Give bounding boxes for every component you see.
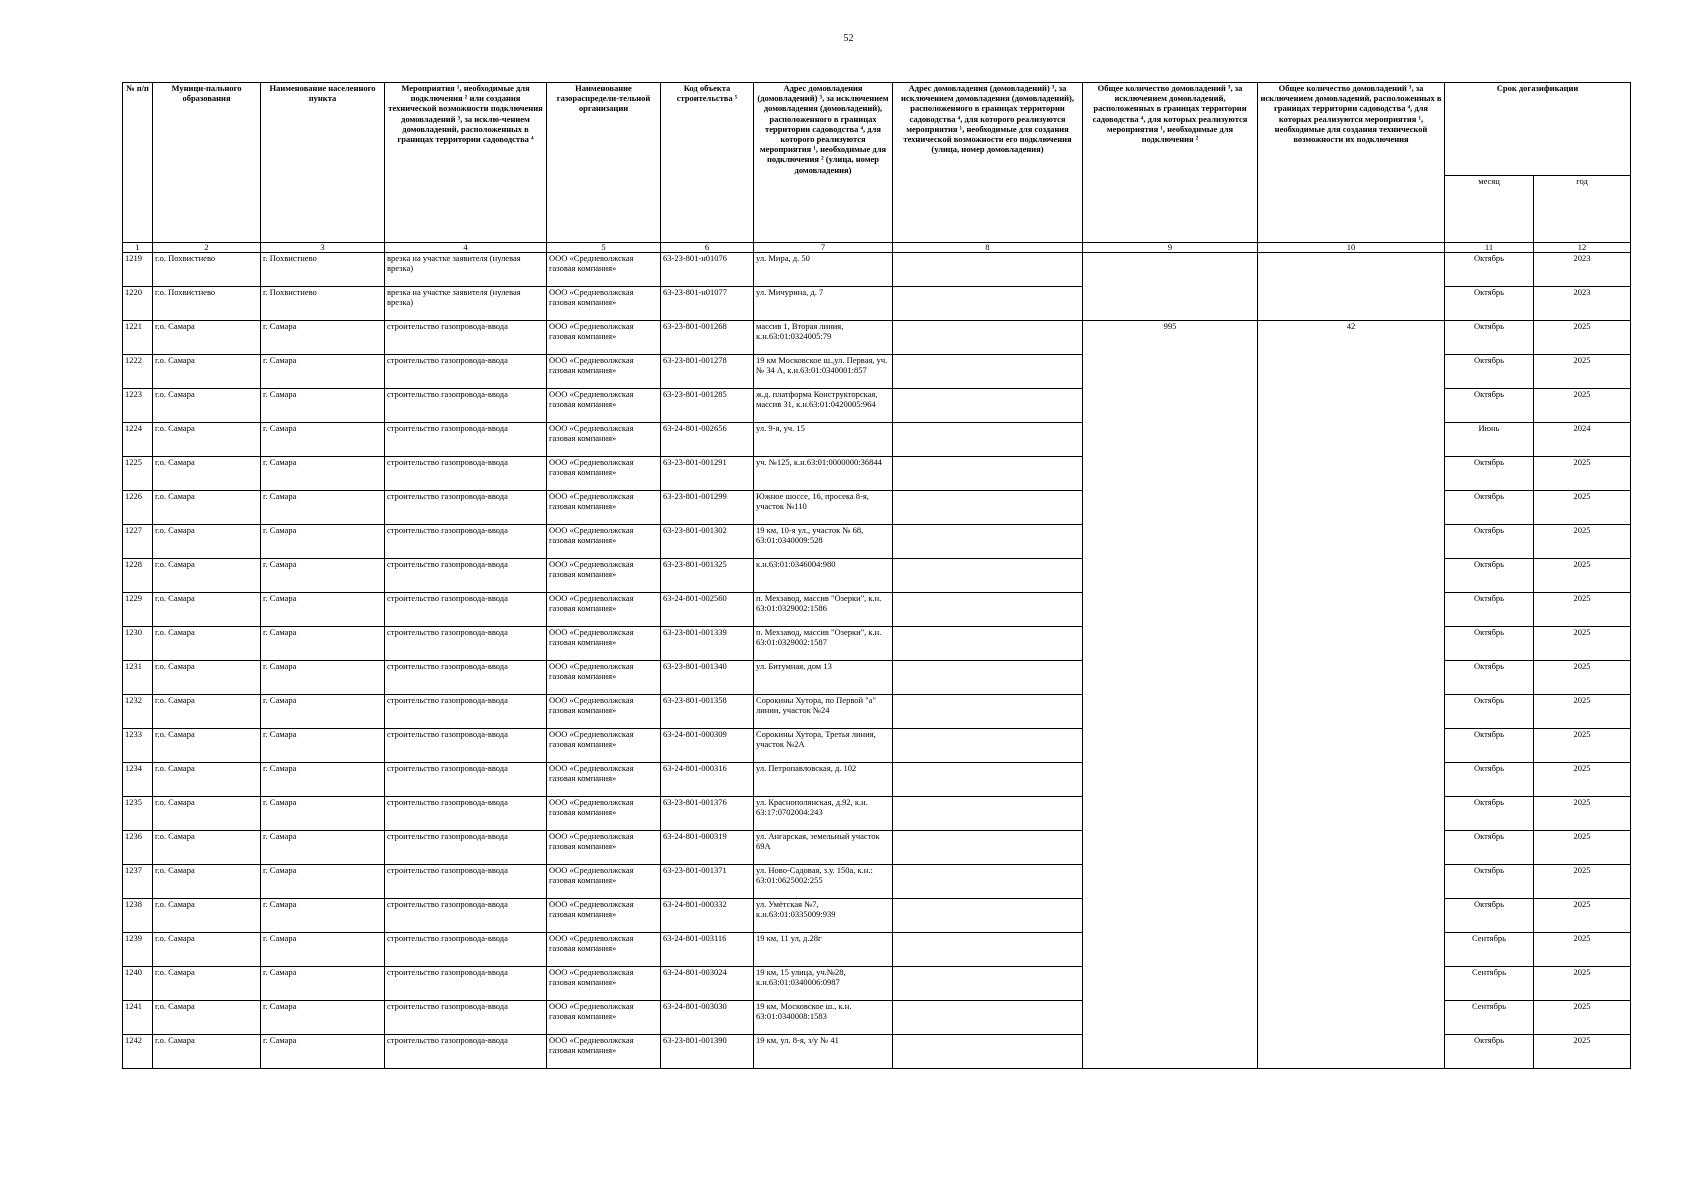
address-technical-cell (893, 253, 1083, 287)
municipality-cell: г.о. Самара (153, 321, 261, 355)
organization-cell: ООО «Средневолжская газовая компания» (547, 865, 661, 899)
object-code-cell: 63-24-801-002656 (661, 423, 754, 457)
municipality-cell: г.о. Похвистнево (153, 253, 261, 287)
header-municipality: Муници-пального образования (153, 83, 261, 243)
row-number: 1230 (123, 627, 153, 661)
event-cell: врезка на участке заявителя (нулевая врезка) (385, 253, 547, 287)
year-cell: 2023 (1534, 287, 1631, 321)
settlement-cell: г. Самара (261, 1001, 385, 1035)
settlement-cell: г. Самара (261, 491, 385, 525)
address-technical-cell (893, 865, 1083, 899)
address-technical-cell (893, 491, 1083, 525)
settlement-cell: г. Самара (261, 661, 385, 695)
organization-cell: ООО «Средневолжская газовая компания» (547, 933, 661, 967)
column-number: 6 (661, 243, 754, 253)
event-cell: врезка на участке заявителя (нулевая врезка) (385, 287, 547, 321)
year-cell: 2025 (1534, 797, 1631, 831)
month-cell: Октябрь (1445, 797, 1534, 831)
address-cell: Южное шоссе, 16, просека 8-я, участок №110 (754, 491, 893, 525)
month-cell: Октябрь (1445, 865, 1534, 899)
address-cell: ул. Ангарская, земельный участок 69А (754, 831, 893, 865)
address-technical-cell (893, 389, 1083, 423)
settlement-cell: г. Самара (261, 525, 385, 559)
year-cell: 2025 (1534, 899, 1631, 933)
header-settlement: Наименование населенного пункта (261, 83, 385, 243)
municipality-cell: г.о. Самара (153, 491, 261, 525)
year-cell: 2025 (1534, 763, 1631, 797)
month-cell: Октябрь (1445, 253, 1534, 287)
event-cell: строительство газопровода-ввода (385, 967, 547, 1001)
address-cell: ж.д. платформа Конструкторская, массив 31, к.н.63:01:0420005:964 (754, 389, 893, 423)
count-connection-cell (1083, 253, 1258, 321)
year-cell: 2025 (1534, 967, 1631, 1001)
municipality-cell: г.о. Самара (153, 695, 261, 729)
count-technical-cell (1258, 253, 1445, 321)
header-count-technical: Общее количество домовладений ³, за исключением домовладений, расположенных в границах территории садоводства ⁴, для которых реализуются мероприятия ¹, необходимые для создания технической возможности их подключения (1258, 83, 1445, 243)
organization-cell: ООО «Средневолжская газовая компания» (547, 423, 661, 457)
row-number: 1219 (123, 253, 153, 287)
address-technical-cell (893, 797, 1083, 831)
municipality-cell: г.о. Самара (153, 1001, 261, 1035)
event-cell: строительство газопровода-ввода (385, 695, 547, 729)
settlement-cell: г. Самара (261, 457, 385, 491)
address-cell: 19 км, Московское ш., к.н. 63:01:0340008:1583 (754, 1001, 893, 1035)
object-code-cell: 63-23-801-001285 (661, 389, 754, 423)
header-row-number: № п/п (123, 83, 153, 243)
municipality-cell: г.о. Самара (153, 967, 261, 1001)
organization-cell: ООО «Средневолжская газовая компания» (547, 695, 661, 729)
year-cell: 2025 (1534, 491, 1631, 525)
object-code-cell: 63-24-801-000332 (661, 899, 754, 933)
row-number: 1229 (123, 593, 153, 627)
object-code-cell: 63-24-801-003024 (661, 967, 754, 1001)
settlement-cell: г. Самара (261, 763, 385, 797)
address-technical-cell (893, 457, 1083, 491)
organization-cell: ООО «Средневолжская газовая компания» (547, 661, 661, 695)
organization-cell: ООО «Средневолжская газовая компания» (547, 559, 661, 593)
municipality-cell: г.о. Самара (153, 423, 261, 457)
address-cell: ул. Краснополянская, д.92, к.н. 63:17:0702004:243 (754, 797, 893, 831)
organization-cell: ООО «Средневолжская газовая компания» (547, 627, 661, 661)
municipality-cell: г.о. Похвистнево (153, 287, 261, 321)
year-cell: 2025 (1534, 865, 1631, 899)
address-technical-cell (893, 423, 1083, 457)
municipality-cell: г.о. Самара (153, 831, 261, 865)
address-cell: 19 км, 11 ул, д.28г (754, 933, 893, 967)
row-number: 1240 (123, 967, 153, 1001)
address-technical-cell (893, 967, 1083, 1001)
row-number: 1228 (123, 559, 153, 593)
address-technical-cell (893, 729, 1083, 763)
column-number: 1 (123, 243, 153, 253)
count-technical-cell: 42 (1258, 321, 1445, 1069)
address-cell: уч. №125, к.н.63:01:0000000:36844 (754, 457, 893, 491)
event-cell: строительство газопровода-ввода (385, 525, 547, 559)
municipality-cell: г.о. Самара (153, 865, 261, 899)
event-cell: строительство газопровода-ввода (385, 627, 547, 661)
row-number: 1238 (123, 899, 153, 933)
organization-cell: ООО «Средневолжская газовая компания» (547, 457, 661, 491)
organization-cell: ООО «Средневолжская газовая компания» (547, 593, 661, 627)
year-cell: 2025 (1534, 831, 1631, 865)
header-object-code: Код объекта строительства ⁵ (661, 83, 754, 243)
month-cell: Сентябрь (1445, 1001, 1534, 1035)
address-technical-cell (893, 593, 1083, 627)
address-technical-cell (893, 355, 1083, 389)
settlement-cell: г. Самара (261, 559, 385, 593)
header-address-connection: Адрес домовладения (домовладений) ³, за исключением домовладения (домовладений), расположенного в границах территории садоводства ⁴, для которого реализуются мероприятия ¹, необходимые для подключения ² (улица, номер домовладения) (754, 83, 893, 243)
month-cell: Июнь (1445, 423, 1534, 457)
row-number: 1233 (123, 729, 153, 763)
month-cell: Сентябрь (1445, 933, 1534, 967)
column-number: 11 (1445, 243, 1534, 253)
municipality-cell: г.о. Самара (153, 729, 261, 763)
municipality-cell: г.о. Самара (153, 1035, 261, 1069)
page-number: 52 (843, 33, 854, 44)
month-cell: Октябрь (1445, 899, 1534, 933)
municipality-cell: г.о. Самара (153, 457, 261, 491)
address-cell: ул. Мира, д. 50 (754, 253, 893, 287)
address-technical-cell (893, 1035, 1083, 1069)
month-cell: Октябрь (1445, 729, 1534, 763)
event-cell: строительство газопровода-ввода (385, 831, 547, 865)
month-cell: Октябрь (1445, 763, 1534, 797)
month-cell: Октябрь (1445, 287, 1534, 321)
year-cell: 2025 (1534, 695, 1631, 729)
row-number: 1225 (123, 457, 153, 491)
object-code-cell: 63-23-801-н01077 (661, 287, 754, 321)
column-number: 5 (547, 243, 661, 253)
object-code-cell: 63-24-801-002560 (661, 593, 754, 627)
event-cell: строительство газопровода-ввода (385, 457, 547, 491)
month-cell: Октябрь (1445, 321, 1534, 355)
settlement-cell: г. Похвистнево (261, 287, 385, 321)
event-cell: строительство газопровода-ввода (385, 593, 547, 627)
row-number: 1234 (123, 763, 153, 797)
object-code-cell: 63-23-801-001291 (661, 457, 754, 491)
settlement-cell: г. Самара (261, 865, 385, 899)
header-deadline: Срок догазификации (1445, 83, 1631, 176)
settlement-cell: г. Самара (261, 389, 385, 423)
year-cell: 2023 (1534, 253, 1631, 287)
object-code-cell: 63-24-801-003030 (661, 1001, 754, 1035)
settlement-cell: г. Самара (261, 1035, 385, 1069)
year-cell: 2025 (1534, 457, 1631, 491)
address-cell: массив 1, Вторая линия, к.н.63:01:0324005:79 (754, 321, 893, 355)
object-code-cell: 63-24-801-003116 (661, 933, 754, 967)
column-number: 4 (385, 243, 547, 253)
municipality-cell: г.о. Самара (153, 661, 261, 695)
municipality-cell: г.о. Самара (153, 355, 261, 389)
year-cell: 2024 (1534, 423, 1631, 457)
event-cell: строительство газопровода-ввода (385, 559, 547, 593)
settlement-cell: г. Самара (261, 899, 385, 933)
object-code-cell: 63-23-801-001371 (661, 865, 754, 899)
organization-cell: ООО «Средневолжская газовая компания» (547, 729, 661, 763)
address-technical-cell (893, 661, 1083, 695)
organization-cell: ООО «Средневолжская газовая компания» (547, 967, 661, 1001)
address-cell: 19 км, 10-я ул., участок № 68, 63:01:0340009:528 (754, 525, 893, 559)
address-technical-cell (893, 287, 1083, 321)
header-month: месяц (1445, 176, 1534, 243)
object-code-cell: 63-23-801-001302 (661, 525, 754, 559)
table-row (123, 321, 1631, 355)
event-cell: строительство газопровода-ввода (385, 355, 547, 389)
object-code-cell: 63-23-801-001278 (661, 355, 754, 389)
year-cell: 2025 (1534, 559, 1631, 593)
address-cell: ул. Ново-Садовая, з.у. 150а, к.н.: 63:01:0625002:255 (754, 865, 893, 899)
settlement-cell: г. Самара (261, 321, 385, 355)
month-cell: Октябрь (1445, 661, 1534, 695)
settlement-cell: г. Самара (261, 627, 385, 661)
organization-cell: ООО «Средневолжская газовая компания» (547, 763, 661, 797)
month-cell: Октябрь (1445, 355, 1534, 389)
settlement-cell: г. Самара (261, 967, 385, 1001)
row-number: 1239 (123, 933, 153, 967)
settlement-cell: г. Самара (261, 593, 385, 627)
municipality-cell: г.о. Самара (153, 797, 261, 831)
object-code-cell: 63-23-801-001340 (661, 661, 754, 695)
address-technical-cell (893, 1001, 1083, 1035)
month-cell: Сентябрь (1445, 967, 1534, 1001)
municipality-cell: г.о. Самара (153, 525, 261, 559)
organization-cell: ООО «Средневолжская газовая компания» (547, 797, 661, 831)
organization-cell: ООО «Средневолжская газовая компания» (547, 287, 661, 321)
row-number: 1242 (123, 1035, 153, 1069)
column-numbers-row (123, 243, 1631, 253)
event-cell: строительство газопровода-ввода (385, 321, 547, 355)
object-code-cell: 63-23-801-001339 (661, 627, 754, 661)
month-cell: Октябрь (1445, 457, 1534, 491)
address-technical-cell (893, 525, 1083, 559)
row-number: 1236 (123, 831, 153, 865)
event-cell: строительство газопровода-ввода (385, 865, 547, 899)
organization-cell: ООО «Средневолжская газовая компания» (547, 321, 661, 355)
municipality-cell: г.о. Самара (153, 389, 261, 423)
month-cell: Октябрь (1445, 593, 1534, 627)
organization-cell: ООО «Средневолжская газовая компания» (547, 525, 661, 559)
event-cell: строительство газопровода-ввода (385, 729, 547, 763)
year-cell: 2025 (1534, 661, 1631, 695)
month-cell: Октябрь (1445, 831, 1534, 865)
address-technical-cell (893, 933, 1083, 967)
object-code-cell: 63-23-801-001376 (661, 797, 754, 831)
column-number: 8 (893, 243, 1083, 253)
year-cell: 2025 (1534, 593, 1631, 627)
address-cell: ул. Умётская №7, к.н.63:01:0335009:939 (754, 899, 893, 933)
header-events: Мероприятия ¹, необходимые для подключения ² или создания технической возможности подключения домовладений ³, за исклю-чением домовладений, расположенных в границах территории садоводства ⁴ (385, 83, 547, 243)
month-cell: Октябрь (1445, 695, 1534, 729)
year-cell: 2025 (1534, 1035, 1631, 1069)
object-code-cell: 63-23-801-001268 (661, 321, 754, 355)
organization-cell: ООО «Средневолжская газовая компания» (547, 899, 661, 933)
year-cell: 2025 (1534, 729, 1631, 763)
settlement-cell: г. Самара (261, 423, 385, 457)
month-cell: Октябрь (1445, 559, 1534, 593)
object-code-cell: 63-24-801-000309 (661, 729, 754, 763)
event-cell: строительство газопровода-ввода (385, 1001, 547, 1035)
row-number: 1232 (123, 695, 153, 729)
year-cell: 2025 (1534, 525, 1631, 559)
settlement-cell: г. Самара (261, 355, 385, 389)
event-cell: строительство газопровода-ввода (385, 491, 547, 525)
event-cell: строительство газопровода-ввода (385, 1035, 547, 1069)
column-number: 3 (261, 243, 385, 253)
address-technical-cell (893, 831, 1083, 865)
year-cell: 2025 (1534, 355, 1631, 389)
object-code-cell: 63-23-801-н01076 (661, 253, 754, 287)
header-address-technical: Адрес домовладения (домовладений) ³, за исключением домовладения (домовладений), расположенного в границах территории садоводства ⁴, для которого реализуются мероприятия ¹, необходимые для создания технической возможности его подключения (улица, номер домовладения) (893, 83, 1083, 243)
year-cell: 2025 (1534, 1001, 1631, 1035)
address-technical-cell (893, 559, 1083, 593)
row-number: 1222 (123, 355, 153, 389)
address-technical-cell (893, 899, 1083, 933)
organization-cell: ООО «Средневолжская газовая компания» (547, 389, 661, 423)
month-cell: Октябрь (1445, 627, 1534, 661)
year-cell: 2025 (1534, 933, 1631, 967)
address-cell: Сорокины Хутора, Третья линия, участок №2А (754, 729, 893, 763)
row-number: 1226 (123, 491, 153, 525)
row-number: 1235 (123, 797, 153, 831)
address-technical-cell (893, 627, 1083, 661)
row-number: 1231 (123, 661, 153, 695)
settlement-cell: г. Самара (261, 933, 385, 967)
municipality-cell: г.о. Самара (153, 763, 261, 797)
organization-cell: ООО «Средневолжская газовая компания» (547, 355, 661, 389)
row-number: 1221 (123, 321, 153, 355)
municipality-cell: г.о. Самара (153, 593, 261, 627)
object-code-cell: 63-24-801-000319 (661, 831, 754, 865)
month-cell: Октябрь (1445, 1035, 1534, 1069)
municipality-cell: г.о. Самара (153, 559, 261, 593)
address-cell: ул. 9-я, уч. 15 (754, 423, 893, 457)
address-cell: ул. Битумная, дом 13 (754, 661, 893, 695)
municipality-cell: г.о. Самара (153, 627, 261, 661)
organization-cell: ООО «Средневолжская газовая компания» (547, 831, 661, 865)
event-cell: строительство газопровода-ввода (385, 763, 547, 797)
event-cell: строительство газопровода-ввода (385, 661, 547, 695)
address-cell: ул. Петропавловская, д. 102 (754, 763, 893, 797)
address-cell: ул. Мичурина, д. 7 (754, 287, 893, 321)
address-cell: п. Мехзавод, массив "Озерки", к.н. 63:01:0329002:1587 (754, 627, 893, 661)
month-cell: Октябрь (1445, 525, 1534, 559)
column-number: 7 (754, 243, 893, 253)
settlement-cell: г. Похвистнево (261, 253, 385, 287)
column-number: 12 (1534, 243, 1631, 253)
gasification-register-table (122, 82, 1631, 1069)
column-number: 9 (1083, 243, 1258, 253)
settlement-cell: г. Самара (261, 729, 385, 763)
header-year: год (1534, 176, 1631, 243)
address-cell: 19 км Московское ш.,ул. Первая, уч. № 34 А, к.н.63:01:0340001:857 (754, 355, 893, 389)
event-cell: строительство газопровода-ввода (385, 797, 547, 831)
header-organization: Наименование газораспредели-тельной организации (547, 83, 661, 243)
event-cell: строительство газопровода-ввода (385, 899, 547, 933)
address-cell: 19 км, 15 улица, уч.№28, к.н.63:01:0340006:0987 (754, 967, 893, 1001)
row-number: 1241 (123, 1001, 153, 1035)
year-cell: 2025 (1534, 627, 1631, 661)
object-code-cell: 63-23-801-001358 (661, 695, 754, 729)
settlement-cell: г. Самара (261, 831, 385, 865)
row-number: 1227 (123, 525, 153, 559)
address-technical-cell (893, 321, 1083, 355)
organization-cell: ООО «Средневолжская газовая компания» (547, 1035, 661, 1069)
month-cell: Октябрь (1445, 389, 1534, 423)
object-code-cell: 63-24-801-000316 (661, 763, 754, 797)
address-technical-cell (893, 695, 1083, 729)
month-cell: Октябрь (1445, 491, 1534, 525)
event-cell: строительство газопровода-ввода (385, 389, 547, 423)
object-code-cell: 63-23-801-001390 (661, 1035, 754, 1069)
row-number: 1224 (123, 423, 153, 457)
table-row (123, 253, 1631, 287)
event-cell: строительство газопровода-ввода (385, 423, 547, 457)
organization-cell: ООО «Средневолжская газовая компания» (547, 491, 661, 525)
row-number: 1223 (123, 389, 153, 423)
year-cell: 2025 (1534, 389, 1631, 423)
event-cell: строительство газопровода-ввода (385, 933, 547, 967)
address-cell: п. Мехзавод, массив "Озерки", к.н. 63:01:0329002:1586 (754, 593, 893, 627)
row-number: 1220 (123, 287, 153, 321)
object-code-cell: 63-23-801-001325 (661, 559, 754, 593)
settlement-cell: г. Самара (261, 695, 385, 729)
address-technical-cell (893, 763, 1083, 797)
municipality-cell: г.о. Самара (153, 933, 261, 967)
header-count-connection: Общее количество домовладений ³, за исключением домовладений, расположенных в границах территории садоводства ⁴, для которых реализуются мероприятия ¹, необходимые для подключения ² (1083, 83, 1258, 243)
address-cell: к.н.63:01:0346004:980 (754, 559, 893, 593)
year-cell: 2025 (1534, 321, 1631, 355)
row-number: 1237 (123, 865, 153, 899)
address-cell: Сорокины Хутора, по Первой "а" линии, участок №24 (754, 695, 893, 729)
object-code-cell: 63-23-801-001299 (661, 491, 754, 525)
column-number: 2 (153, 243, 261, 253)
count-connection-cell: 995 (1083, 321, 1258, 1069)
organization-cell: ООО «Средневолжская газовая компания» (547, 1001, 661, 1035)
column-number: 10 (1258, 243, 1445, 253)
organization-cell: ООО «Средневолжская газовая компания» (547, 253, 661, 287)
address-cell: 19 км, ул. 8-я, з/у № 41 (754, 1035, 893, 1069)
municipality-cell: г.о. Самара (153, 899, 261, 933)
settlement-cell: г. Самара (261, 797, 385, 831)
